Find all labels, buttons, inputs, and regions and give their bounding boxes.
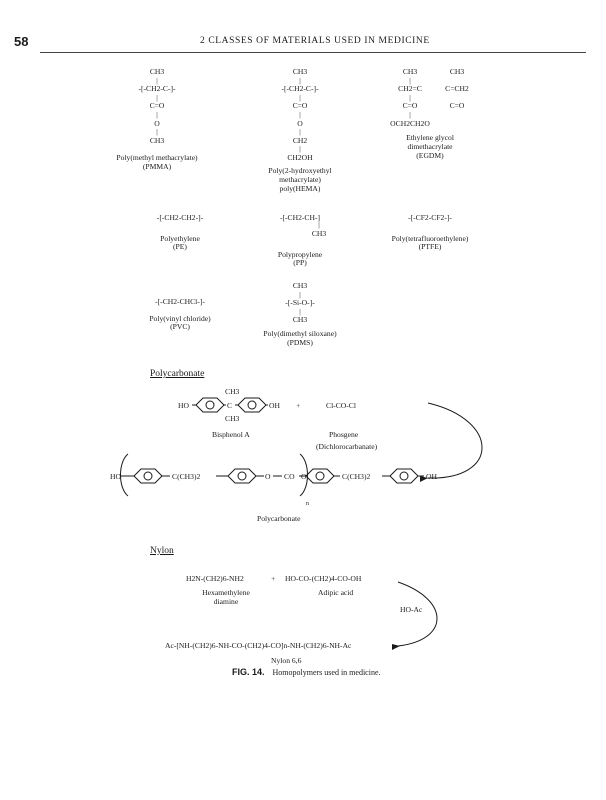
pp-formula: -[-CH2-CH-] — [279, 213, 321, 222]
nylon-product-label: Nylon 6,6 — [271, 656, 302, 665]
pe-abbr: (PE) — [173, 242, 187, 251]
phema-name-line1: Poly(2-hydroxyethyl — [268, 166, 332, 175]
pdms-name: Poly(dimethyl siloxane) — [263, 329, 337, 338]
nylon-plus: + — [271, 574, 276, 583]
phosgene-label: Phosgene — [329, 430, 359, 439]
egdm-name-line2: dimethacrylate — [407, 142, 453, 151]
bisphenol-label: Bisphenol A — [212, 430, 250, 439]
phema-abbr: poly(HEMA) — [279, 184, 321, 193]
product-ho: HO — [110, 472, 121, 481]
ptfe-name: Poly(tetrafluoroethylene) — [391, 234, 469, 243]
figure-caption-text: Homopolymers used in medicine. — [272, 668, 381, 677]
egdm-name-line1: Ethylene glycol — [406, 133, 454, 142]
product-ring-1 — [134, 469, 162, 483]
polycarbonate-arrow — [428, 403, 482, 478]
ptfe-formula: -[-CF2-CF2-]- — [408, 213, 452, 222]
pmma-formula: CH3 | -[-CH2-C-]- | C=O | O | CH3 — [138, 67, 176, 145]
pdms-abbr: (PDMS) — [287, 338, 313, 347]
nylon-arrowhead — [392, 644, 400, 650]
pmma-name: Poly(methyl methacrylate) — [116, 153, 198, 162]
figure-label: FIG. 14. — [232, 667, 265, 677]
diamine-formula: H2N-(CH2)6-NH2 — [186, 574, 244, 583]
bisphenol-ring-left — [196, 398, 224, 412]
bisphenol-ch3-bottom: CH3 — [225, 414, 240, 423]
pvc-formula: -[-CH2-CHCl-]- — [155, 297, 205, 306]
pvc-abbr: (PVC) — [170, 322, 190, 331]
acid-label: Adipic acid — [318, 588, 354, 597]
polycarbonate-section-title: Polycarbonate — [150, 369, 205, 379]
polycarbonate-plus: + — [296, 401, 301, 410]
left-bracket — [121, 454, 129, 496]
phema-name-line2: methacrylate) — [279, 175, 321, 184]
phema-formula: CH3 | -[-CH2-C-]- | C=O | O | CH2 | CH2OH — [281, 67, 319, 162]
bisphenol-ho: HO — [178, 401, 189, 410]
product-co: CO — [284, 472, 295, 481]
nylon-arrow — [398, 582, 437, 646]
egdm-formula-left: CH3 | CH2=C | C=O | OCH2CH2O — [390, 67, 430, 128]
product-cme2-right: C(CH3)2 — [342, 472, 371, 481]
pp-name: Polypropylene — [277, 250, 323, 259]
product-ring-3 — [306, 469, 334, 483]
page-number: 58 — [14, 34, 29, 49]
bisphenol-ch3-top: CH3 — [225, 387, 240, 396]
phosgene-alt-label: (Dichlorocarbanate) — [316, 442, 378, 451]
product-oh: OH — [426, 472, 437, 481]
egdm-formula-right: CH3 C=CH2 C=O — [445, 67, 469, 111]
nylon-product-formula: Ac-[NH-(CH2)6-NH-CO-(CH2)4-CO]n-NH-(CH2)6-NH-Ac — [165, 641, 352, 650]
nylon-byproduct: HO-Ac — [400, 605, 423, 614]
pp-abbr: (PP) — [293, 258, 307, 267]
diamine-label-line1: Hexamethylene — [202, 588, 250, 597]
product-ring-2 — [228, 469, 256, 483]
diamine-label-line2: diamine — [213, 597, 239, 606]
nylon-section-title: Nylon — [150, 546, 174, 556]
pdms-formula: CH3 | -[-Si-O-]- | CH3 — [285, 281, 315, 325]
bisphenol-ring-right — [238, 398, 266, 412]
pvc-name: Poly(vinyl chloride) — [149, 314, 211, 323]
product-ring-4 — [390, 469, 418, 483]
pmma-abbr: (PMMA) — [142, 162, 172, 171]
running-head: 2 CLASSES OF MATERIALS USED IN MEDICINE — [200, 36, 430, 46]
product-cme2-left: C(CH3)2 — [172, 472, 201, 481]
egdm-abbr: (EGDM) — [416, 151, 444, 160]
bisphenol-c: C — [227, 401, 233, 410]
bisphenol-oh: OH — [269, 401, 280, 410]
acid-formula: HO-CO-(CH2)4-CO-OH — [285, 574, 362, 583]
product-o1: O — [265, 472, 271, 481]
pe-formula: -[-CH2-CH2-]- — [156, 213, 204, 222]
polycarbonate-label: Polycarbonate — [257, 514, 301, 523]
product-o2: O — [301, 472, 307, 481]
figure-caption — [232, 667, 381, 677]
product-n: n — [306, 501, 309, 507]
ptfe-abbr: (PTFE) — [418, 242, 442, 251]
pp-substituent: | CH3 — [311, 220, 327, 238]
phosgene-formula: Cl-CO-Cl — [326, 401, 356, 410]
pe-name: Polyethylene — [160, 234, 200, 243]
